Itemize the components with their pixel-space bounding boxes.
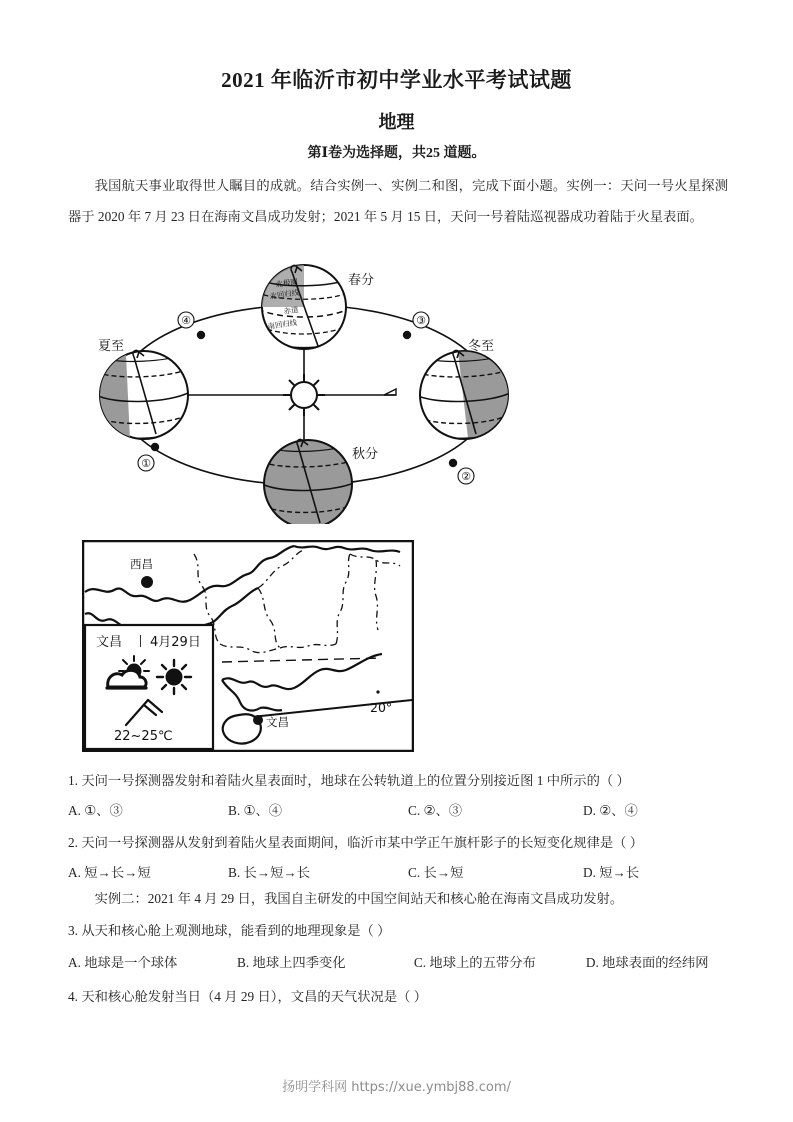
question-1-text — [68, 770, 740, 792]
sun-icon — [157, 660, 191, 694]
label-arctic-circle: 北极圈 — [275, 276, 299, 289]
question-1-option-b[interactable]: B. ①、④ — [228, 803, 283, 818]
question-3-body: 从天和核心舱上观测地球，能看到的地理现象是（ ） — [81, 923, 391, 938]
question-1-option-d[interactable]: D. ②、④ — [583, 803, 638, 818]
orbit-marker-label-1: ① — [141, 457, 151, 470]
question-3-text — [68, 920, 740, 942]
season-label-spring: 春分 — [348, 273, 375, 288]
question-2-option-d[interactable]: D. 短→长 — [583, 865, 640, 880]
orbit-marker-label-4: ④ — [181, 314, 191, 327]
city-label-xichang: 西昌 — [130, 557, 153, 571]
label-equator: 赤道 — [283, 305, 299, 316]
map-tick-dot — [376, 690, 379, 693]
orbit-marker-4 — [178, 312, 205, 339]
page-title: 2021 年临沂市初中学业水平考试试题 — [221, 68, 572, 92]
weather-inset-box — [85, 625, 213, 749]
question-1-body: 天问一号探测器发射和着陆火星表面时，地球在公转轨道上的位置分别接近图 1 中所示的（ ） — [81, 773, 630, 788]
footer-watermark: 扬明学科网 https://xue.ymbj88.com/ — [282, 1080, 511, 1095]
wenchang-weather-map — [82, 540, 414, 752]
intro-paragraph: 我国航天事业取得世人瞩目的成就。结合实例一、实例二和图，完成下面小题。实例一：天问一号火星探测器于 2020 年 7 月 23 日在海南文昌成功发射；2021 年 5 月 15 日，天问一号着陆巡视器成功着陆于火星表面。 — [68, 178, 728, 224]
label-tropic-cancer: 北回归线 — [269, 287, 300, 301]
orbit-marker-label-3: ③ — [416, 314, 426, 327]
question-2-option-c[interactable]: C. 长→短 — [408, 865, 464, 880]
globe-winter-solstice — [416, 339, 512, 439]
globe-spring-equinox — [256, 265, 374, 349]
season-label-summer: 夏至 — [98, 339, 125, 354]
city-dot-wenchang — [253, 715, 263, 725]
question-4-text — [68, 986, 740, 1008]
question-3-option-c[interactable]: C. 地球上的五带分布 — [413, 955, 536, 970]
subject-title: 地理 — [378, 112, 415, 132]
latitude-label-20: 20° — [370, 700, 393, 715]
question-1-option-a[interactable]: A. ①、③ — [68, 803, 123, 818]
weather-temperature: 22~25℃ — [114, 729, 173, 744]
orbit-marker-2 — [449, 459, 474, 484]
question-4-body: 天和核心舱发射当日（4 月 29 日），文昌的天气状况是（ ） — [81, 989, 428, 1004]
question-2-option-a[interactable]: A. 短→长→短 — [68, 865, 151, 880]
label-tropic-capricorn: 南回归线 — [267, 317, 298, 331]
globe-autumn-equinox — [262, 439, 378, 524]
question-4-number: 4. — [68, 989, 78, 1004]
season-label-autumn: 秋分 — [352, 447, 379, 462]
question-2-options — [68, 862, 748, 881]
question-1-option-c[interactable]: C. ②、③ — [408, 803, 463, 818]
question-3-options — [68, 952, 748, 971]
sun-icon — [283, 374, 325, 416]
orbit-marker-3 — [403, 312, 429, 339]
question-1-options — [68, 800, 748, 819]
question-3-option-a[interactable]: A. 地球是一个球体 — [68, 955, 178, 970]
question-3-number: 3. — [68, 923, 78, 938]
case2-paragraph: 实例二：2021 年 4 月 29 日，我国自主研发的中国空间站天和核心舱在海南文昌成功发射。 — [94, 891, 624, 906]
season-label-winter: 冬至 — [468, 339, 495, 354]
globe-summer-solstice — [96, 339, 190, 440]
city-label-wenchang: 文昌 — [266, 715, 289, 729]
weather-city-label: 文昌 — [96, 635, 123, 650]
weather-separator: 丨 — [134, 635, 148, 650]
question-3-option-d[interactable]: D. 地球表面的经纬网 — [585, 955, 709, 970]
earth-revolution-diagram — [96, 262, 516, 524]
question-2-body: 天问一号探测器从发射到着陆火星表面期间，临沂市某中学正午旗杆影子的长短变化规律是（ ） — [81, 835, 644, 850]
question-3-option-b[interactable]: B. 地球上四季变化 — [237, 955, 346, 970]
section-note: 第Ⅰ卷为选择题，共25 道题。 — [307, 146, 486, 161]
orbit-marker-label-2: ② — [461, 470, 471, 483]
question-2-option-b[interactable]: B. 长→短→长 — [228, 865, 311, 880]
question-1-number: 1. — [68, 773, 78, 788]
orbit-marker-1 — [138, 443, 159, 471]
city-dot-xichang — [141, 576, 153, 588]
question-2-text — [68, 832, 740, 854]
weather-date-label: 4月29日 — [150, 635, 201, 650]
question-2-number: 2. — [68, 835, 78, 850]
